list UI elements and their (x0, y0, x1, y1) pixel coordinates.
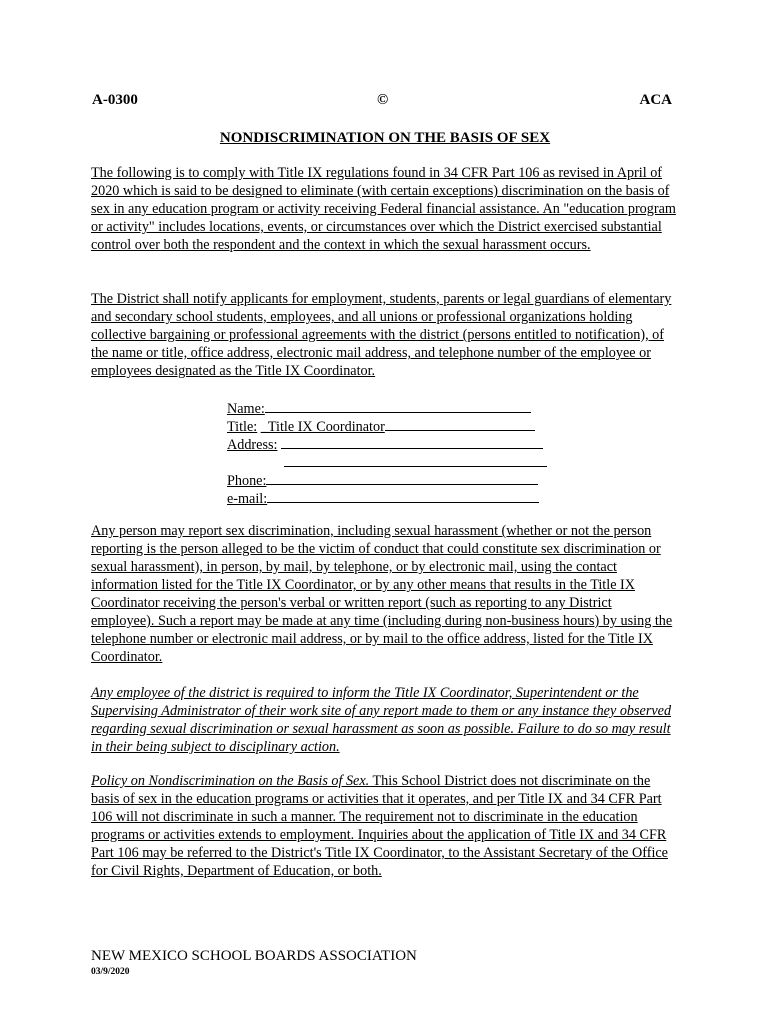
document-title: NONDISCRIMINATION ON THE BASIS OF SEX (219, 130, 551, 146)
reporting-paragraph: Any person may report sex discrimination, including sexual harassment (whether or not the person reporting is the person alleged to be the victim of conduct that could constitute sex discrimination or sexual harassment), in person, by mail, by telephone, or by electronic mail, using the contact information listed for the Title IX Coordinator, or by any other means that results in the Title IX Coordinator receiving the person's verbal or written report (such as reporting to any District employee). Such a report may be made at any time (including during non-business hours) by using the telephone number or electronic mail address, or by mail to the office address, listed for the Title IX Coordinator. (91, 523, 673, 665)
policy-code: A-0300 (92, 92, 138, 108)
copyright-mark: © (377, 92, 389, 108)
contact-email-row (227, 488, 557, 506)
address-line-2 (227, 452, 557, 470)
intro-paragraph: The following is to comply with Title IX regulations found in 34 CFR Part 106 as revised in April of 2020 which is said to be designed to eliminate (with certain exceptions) discrimination on the basis of sex in any education program or activity receiving Federal financial assistance. An "education program or activity" includes locations, events, or circumstances over which the District exercised substantial control over both the respondent and the context in which the sexual harassment occurs. (91, 165, 676, 253)
employee-duty-paragraph: Any employee of the district is required to inform the Title IX Coordinator, Superintendent or the Supervising Administrator of their work site of any report made to them or any instance they observed regarding sexual discrimination or sexual harassment as soon as possible. Failure to do so may result in their being subject to disciplinary action. (91, 685, 672, 755)
contact-phone-row (227, 470, 557, 488)
policy-paragraph (91, 772, 676, 880)
email-label: e-mail: (227, 491, 268, 507)
policy-body: This School District does not discriminate on the basis of sex in the education programs or activities that it operates, and per Title IX and 34 CFR Part 106 will not discriminate in such a manner. The requirement not to discriminate in the education programs or activities extends to employment. Inquiries about the application of Title IX and 34 CFR Part 106 may be referred to the District's Title IX Coordinator, to the Assistant Secretary of the Office for Civil Rights, Department of Education, or both. (91, 773, 668, 879)
phone-blank (266, 470, 538, 485)
footer-organization: NEW MEXICO SCHOOL BOARDS ASSOCIATION (91, 948, 417, 964)
contact-title-row (227, 416, 557, 434)
name-label: Name: (227, 401, 265, 417)
phone-label: Phone: (227, 473, 267, 489)
footer-date: 03/9/2020 (91, 967, 130, 977)
coordinator-contact-block (227, 398, 557, 506)
contact-address-row (227, 434, 557, 452)
address-blank-2 (284, 452, 547, 467)
email-blank (267, 488, 539, 503)
address-blank (281, 434, 543, 449)
title-blank (385, 416, 535, 431)
policy-header (92, 92, 672, 112)
policy-lead: Policy on Nondiscrimination on the Basis of Sex. (91, 773, 370, 789)
name-blank (265, 398, 531, 413)
notification-paragraph: The District shall notify applicants for employment, students, parents or legal guardians of elementary and secondary school students, employees, and all unions or professional organizations holding collective bargaining or professional agreements with the district (persons entitled to notification), of the name or title, office address, electronic mail address, and telephone number of the employee or employees designated as the Title IX Coordinator. (91, 291, 672, 379)
policy-section: ACA (639, 92, 672, 108)
contact-name-row (227, 398, 557, 416)
title-label: Title: (227, 419, 258, 435)
title-value: _Title IX Coordinator (260, 419, 385, 435)
address-label: Address: (227, 437, 278, 453)
